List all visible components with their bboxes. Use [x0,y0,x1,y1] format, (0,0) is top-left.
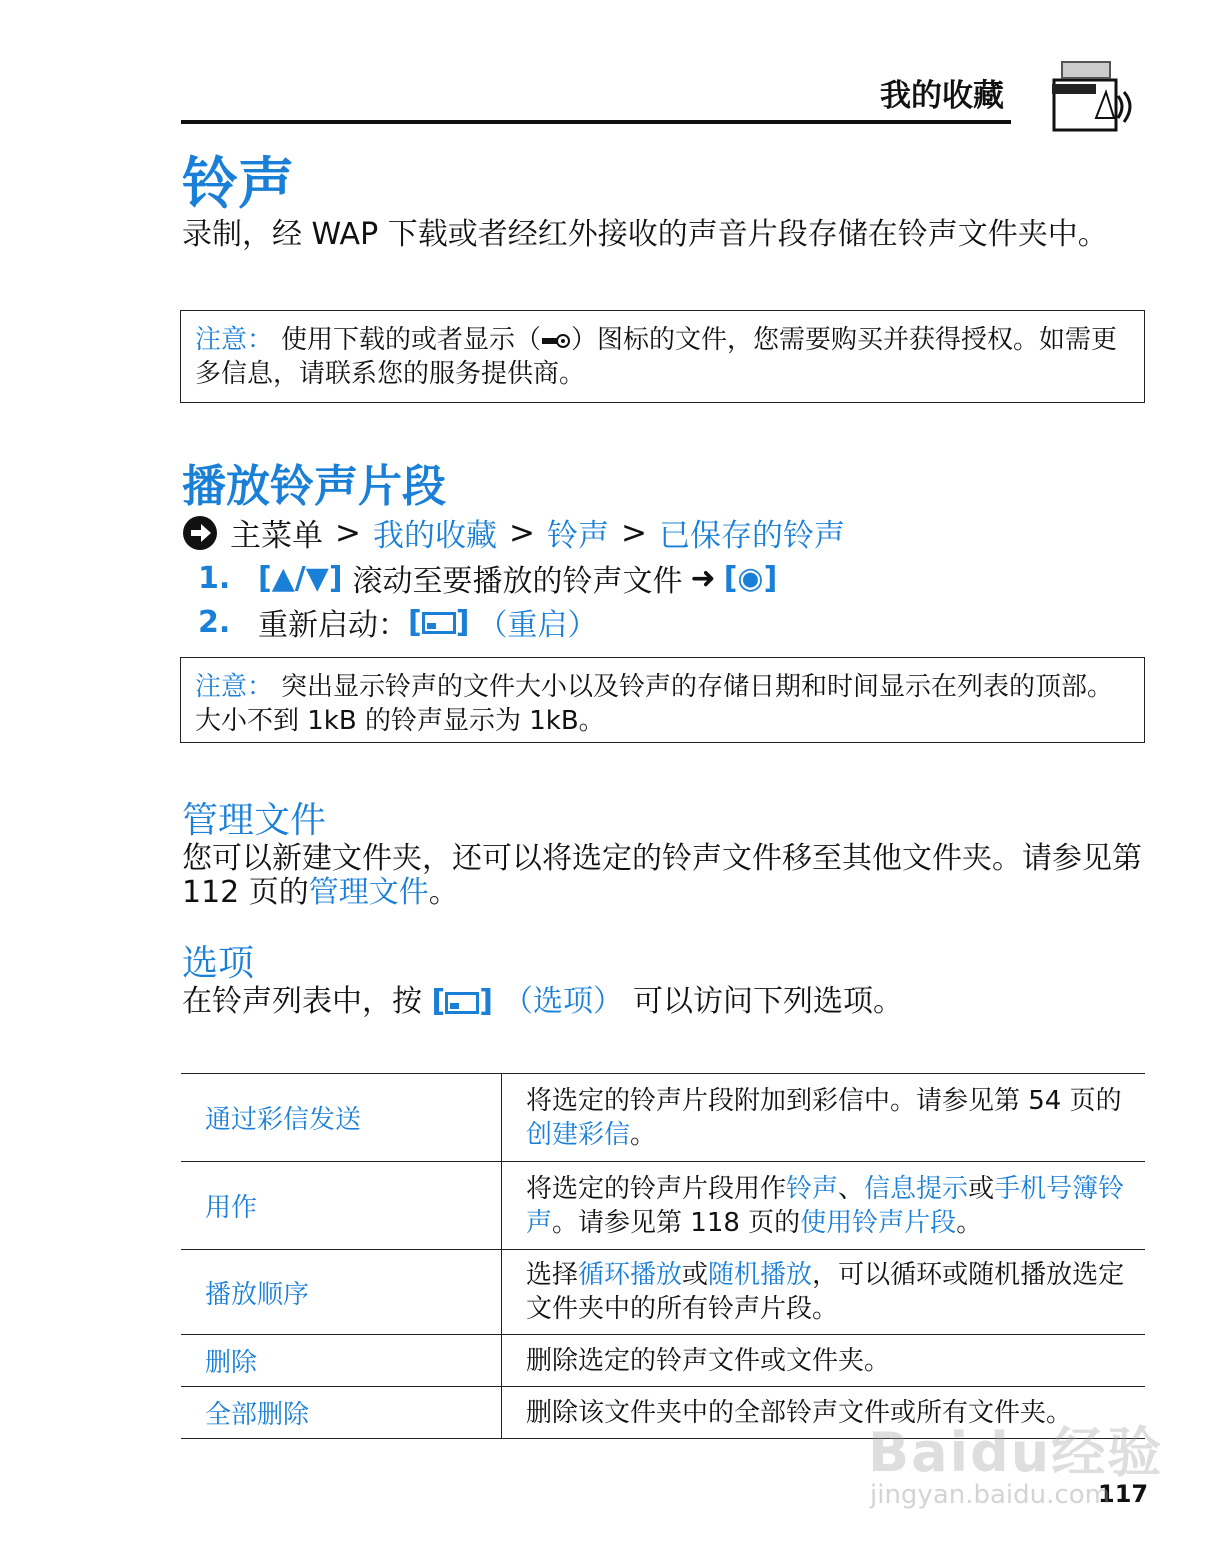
option-link[interactable]: 信息提示 [864,1173,969,1204]
softkey-label: （重启） [477,608,598,643]
note-box [180,657,1145,743]
note-label: 注意： [195,672,274,702]
option-name: 用作 [181,1162,502,1250]
note-text: 使用下载的或者显示（ [281,325,542,355]
option-name: 通过彩信发送 [181,1074,502,1162]
step-2 [198,600,597,644]
table-row [181,1250,1145,1335]
step-text: 重新启动： [258,608,408,643]
section-title: 我的收藏 [880,78,1004,114]
option-text: 删除选定的铃声文件或文件夹。 [526,1345,891,1376]
table-row [181,1074,1145,1162]
option-text: 或 [968,1173,995,1204]
header-rule [181,120,1011,124]
page-number: 117 [1098,1480,1149,1508]
watermark-url: jingyan.baidu.com [870,1480,1110,1510]
option-text: 将选定的铃声片段用作 [526,1173,787,1204]
intro-paragraph: 录制，经 WAP 下载或者经红外接收的声音片段存储在铃声文件夹中。 [182,217,1108,252]
option-name: 删除 [181,1335,502,1387]
option-link[interactable]: 随机播放 [708,1260,813,1290]
key-icon [541,333,571,349]
table-row [181,1335,1145,1387]
note-box [180,310,1145,403]
option-name: 全部删除 [181,1387,502,1439]
menu-path-item[interactable]: 已保存的铃声 [658,518,845,554]
table-row [181,1162,1145,1250]
softkey-label: （选项） [502,984,623,1019]
left-softkey: [ ] [431,984,493,1019]
options-paragraph: 在铃声列表中，按 [ ] （选项） 可以访问下列选项。 [182,984,903,1019]
watermark-logo: Baidu经验 [868,1421,1164,1484]
section-heading-play: 播放铃声片段 [182,461,446,512]
option-link[interactable]: 铃声 [786,1173,839,1204]
menu-path-item[interactable]: 铃声 [546,518,609,554]
option-text: 。 [956,1207,983,1238]
nav-key: [▲/▼] [258,560,343,596]
page-title: 铃声 [182,152,294,217]
option-link[interactable]: 手机号簿铃声 [526,1173,1125,1238]
left-softkey: [ ] [408,604,470,640]
option-text: 将选定的铃声片段附加到彩信中。请参见第 54 页的 [526,1085,1122,1116]
option-text: 。 [630,1119,657,1150]
note-label: 注意： [195,325,274,355]
section-heading-manage: 管理文件 [182,800,327,841]
manage-paragraph: 您可以新建文件夹，还可以将选定的铃声文件移至其他文件夹。请参见第 112 页的管理文件。 [182,841,1142,910]
option-text: 、 [838,1173,865,1204]
step-number: 1. [198,560,231,596]
manage-link[interactable]: 管理文件 [308,875,429,910]
step-text: 滚动至要播放的铃声文件 [352,564,683,599]
option-name: 播放顺序 [181,1250,502,1335]
option-link[interactable]: 使用铃声片段 [800,1207,957,1238]
option-description [502,1335,1146,1387]
step-1 [198,556,777,600]
option-link[interactable]: 循环播放 [578,1260,683,1290]
option-description [502,1250,1146,1335]
option-description [502,1162,1146,1250]
then-arrow-icon: ➜ [690,560,716,596]
softkey-icon [445,992,479,1014]
menu-path-sep: > [335,514,361,551]
option-text: 删除该文件夹中的全部铃声文件或所有文件夹。 [526,1397,1073,1428]
option-text: 或 [682,1260,709,1290]
step-number: 2. [198,604,231,640]
menu-path-start: 主菜单 [230,518,323,554]
note-text-cont: ）图标的文件，您需要购买并获得授权。如需更多信息，请联系您的服务提供商。 [195,325,1118,389]
option-text: 选择 [526,1260,579,1290]
option-text: 。请参见第 118 页的 [552,1207,801,1238]
note-text: 突出显示铃声的文件大小以及铃声的存储日期和时间显示在列表的顶部。大小不到 1kB 的铃声显示为 1kB。 [195,672,1114,736]
folder-music-icon [1046,58,1136,136]
section-heading-options: 选项 [182,943,255,984]
option-description [502,1074,1146,1162]
menu-path-sep: > [508,514,535,551]
options-table [181,1073,1145,1439]
menu-path-sep: > [620,514,647,551]
navigate-arrow-icon [182,515,218,551]
menu-path-item[interactable]: 我的收藏 [372,518,497,554]
option-link[interactable]: 创建彩信 [526,1119,631,1150]
menu-path [182,510,845,555]
select-key: [◉] [723,560,778,596]
option-text: ，可以循环或随机播放选定文件夹中的所有铃声片段。 [526,1260,1125,1324]
softkey-icon [422,612,456,634]
